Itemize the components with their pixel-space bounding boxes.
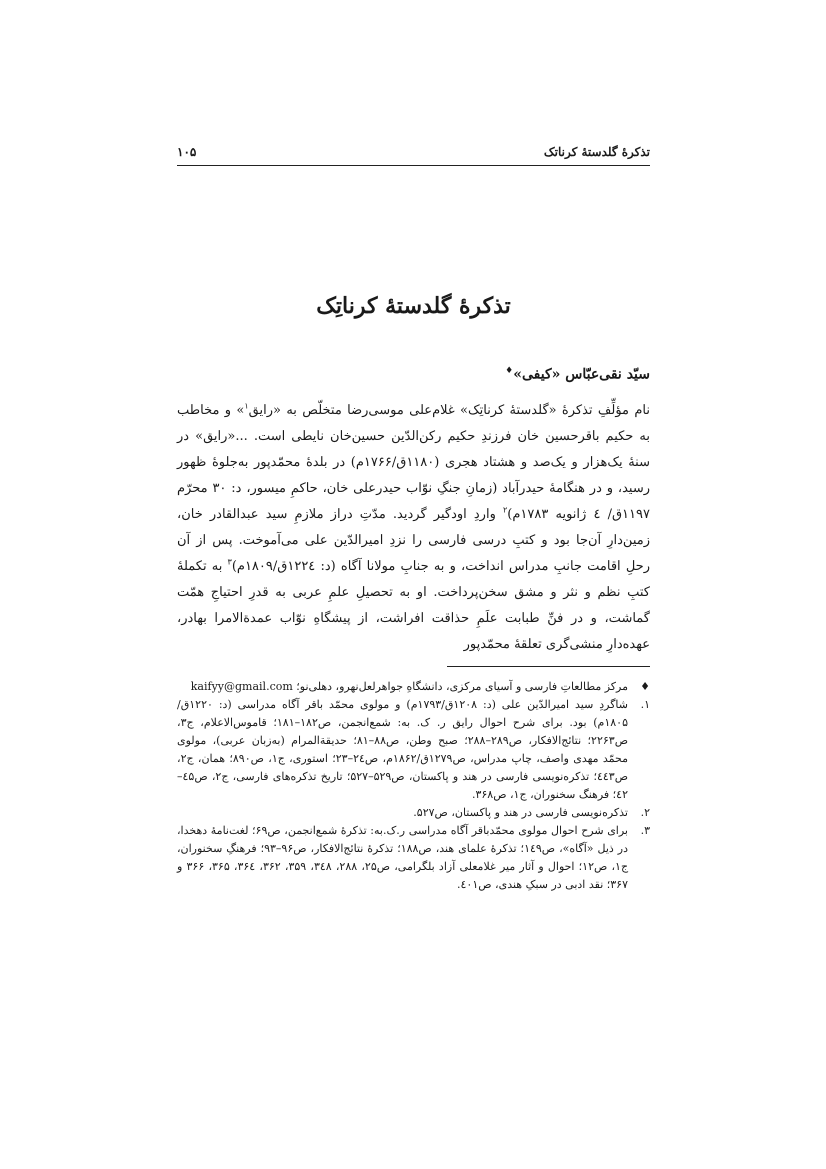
author-footnote-mark: ♦ [505, 366, 514, 376]
footnote-ref-3[interactable]: ۳ [227, 557, 232, 567]
body-sentence-4: به تکملۀ کتبِ نظم و نثر و مشق سخن‌پرداخت. او به تحصیلِ علمِ عربی به قدرِ احتیاجِ همّت گماشت، و در فنِّ طبابت علَمِ حذاقت افراشت، از پیشگاهِ نوّاب عمدةالامرا بهادر، عهده‌دارِ منشی‌گری تعلقۀ محمّدپور [177, 559, 650, 652]
article-title: تذکرۀ گلدستۀ کرناتِک [316, 293, 511, 319]
body-sentence-3: واردِ اودگیر گردید. مدّتِ دراز ملازمِ سید عبدالقادر خان، زمین‌دارِ آن‌جا بود و کتبِ درسی فارسی را نزدِ امیرالدّین علی می‌آموخت. پس از آن رحلِ اقامت جانبِ مدراس انداخت، و به جنابِ مولانا آگاه (د: ۱۲۲٤ق/۱۸۰۹م) [177, 507, 650, 574]
footnote-text: شاگردِ سید امیرالدّین علی (د: ۱۲۰۸ق/۱۷۹۳م) و مولوی محمّد باقر آگاه مدراسی (د: ۱۲۲۰ق/۱۸۰۵م) بود. برای شرح احوال رایق ر. ک. به: شمع‌انجمن، ص۱۸۲–۱۸۱؛ قاموس‌الاعلام، ج۳، ص۲۲۶۳؛ نتائج‌الافکار، ص۲۸۹–۲۸۸؛ صبح وطن، ص۸۸–۸۱؛ حدیقةالمرام (به‌زبان عربی)، مولوی محمّد مهدی واصف، چاپ مدراس، ص۱۲۷۹ق/۱۸۶۲م، ص۲٤–۲۳؛ استوری، ج۱، ص۸۹۰؛ همان، ج۲، ص٤٤۳؛ تذکره‌نویسی فارسی در هند و پاکستان، ص۵۲۹–۵۲۷؛ تاریخ تذکره‌های فارسی، ج۲، ص٤۵–٤۲؛ فرهنگ سخنوران، ج۱، ص۳۶۸. [177, 698, 629, 801]
author-name: سیّد نقی‌عبّاس «کیفی» [513, 366, 650, 383]
footnote-affiliation [177, 678, 650, 696]
footnote-3 [177, 822, 650, 894]
footnote-2 [177, 804, 650, 822]
footnote-ref-1[interactable]: ۱ [244, 401, 249, 411]
footnote-text: برای شرح احوال مولوی محمّدباقر آگاه مدراسی ر.ک.به: تذکرۀ شمع‌انجمن، ص۶۹؛ لغت‌نامۀ دهخدا، در ذیل «آگاه»، ص۱٤۹؛ تذکرۀ علمای هند، ص۱۸۸؛ تذکرۀ نتائج‌الافکار، ص۹۶–۹۳؛ فرهنگِ سخنوران، ج۱، ص۱۲؛ احوال و آثار میر غلامعلی آزاد بلگرامی، ص۲۵، ۲۸۸، ۳٤۸، ۳۵۹، ۳۶۲، ۳۶٤، ۳۶۵، ۳۶۶ و ۳۶۷؛ نقد ادبی در سبکِ هندی، ص٤۰۱. [177, 824, 629, 891]
running-header [177, 143, 650, 166]
footnote-separator [447, 666, 650, 667]
body-text [177, 398, 650, 658]
footnote-ref-2[interactable]: ۲ [503, 505, 508, 515]
author-line [177, 366, 650, 383]
body-sentence-1: نام مؤلِّفِ تذکرۀ «گلدستۀ کرناتِک» غلام‌علی موسی‌رضا متخلّص به «رایق [248, 403, 650, 418]
body-paragraph [177, 398, 650, 658]
footnote-text: تذکره‌نویسی فارسی در هند و پاکستان، ص۵۲۷. [413, 806, 628, 819]
footnote-mark: ۲. [640, 806, 650, 819]
footnotes [177, 678, 650, 894]
footnote-mark: ♦ [640, 680, 650, 693]
page-number: ۱۰۵ [177, 145, 197, 159]
footnote-mark: ۳. [640, 824, 650, 837]
footnote-text: مرکز مطالعاتِ فارسی و آسیای مرکزی، دانشگاهِ جواهرلعل‌نهرو، دهلی‌نو؛ kaifyy@gmail.com [190, 680, 628, 693]
body-sentence-2: » و مخاطب به حکیم باقرحسین خان فرزندِ حکیم رکن‌الدّین حسین‌خان نایطی است. ...«رایق» در سنۀ یک‌هزار و یک‌صد و هشتاد هجری (۱۱۸۰ق/۱۷۶۶م) در بلدۀ محمّدپور به‌جلوۀ ظهور رسید، و در هنگامۀ حیدرآباد (زمانِ جنگِ نوّاب حیدرعلی خان، حاکمِ میسور، د: ۳۰ محرّم ۱۱۹۷ق/ ٤ ژانویه ۱۷۸۳م) [177, 403, 650, 522]
running-title: تذکرۀ گلدستۀ کرناتک [543, 145, 650, 159]
footnote-1 [177, 696, 650, 804]
footnote-mark: ۱. [640, 698, 650, 711]
